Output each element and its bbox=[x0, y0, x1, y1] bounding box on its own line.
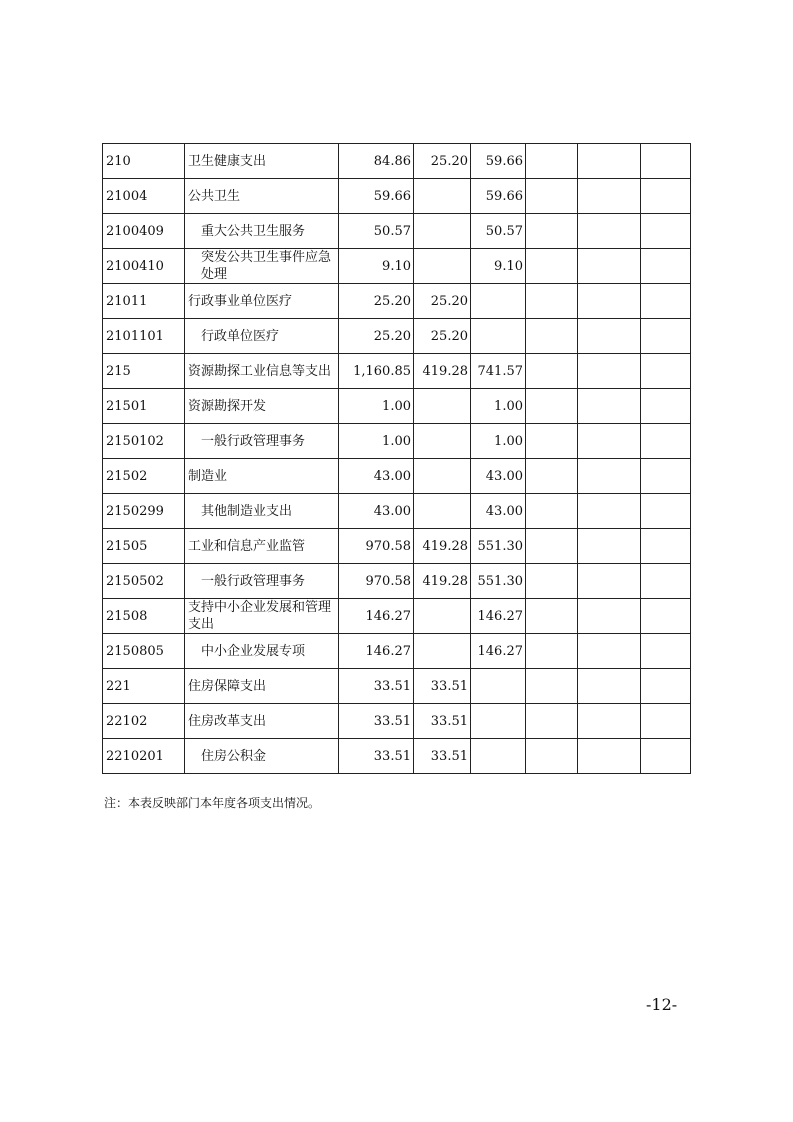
table-row bbox=[103, 284, 691, 319]
cell-basic-expenditure: 25.20 bbox=[414, 319, 471, 354]
cell-project-expenditure bbox=[471, 704, 526, 739]
cell-blank bbox=[526, 284, 578, 319]
cell-project-expenditure: 9.10 bbox=[471, 249, 526, 284]
table-row bbox=[103, 459, 691, 494]
cell-project-expenditure: 146.27 bbox=[471, 634, 526, 669]
cell-total: 970.58 bbox=[339, 564, 414, 599]
cell-function-code: 21011 bbox=[103, 284, 185, 319]
table-row bbox=[103, 669, 691, 704]
cell-blank bbox=[526, 214, 578, 249]
table-row bbox=[103, 564, 691, 599]
cell-blank bbox=[526, 739, 578, 774]
table-row bbox=[103, 424, 691, 459]
cell-basic-expenditure: 419.28 bbox=[414, 529, 471, 564]
cell-function-code: 21508 bbox=[103, 599, 185, 634]
cell-function-code: 2150805 bbox=[103, 634, 185, 669]
cell-blank bbox=[526, 669, 578, 704]
table-row bbox=[103, 354, 691, 389]
cell-basic-expenditure: 33.51 bbox=[414, 669, 471, 704]
cell-function-code: 2100409 bbox=[103, 214, 185, 249]
cell-basic-expenditure: 419.28 bbox=[414, 564, 471, 599]
cell-blank bbox=[641, 634, 691, 669]
cell-function-code: 21004 bbox=[103, 179, 185, 214]
table-row bbox=[103, 634, 691, 669]
page-number: -12- bbox=[646, 995, 678, 1014]
cell-total: 50.57 bbox=[339, 214, 414, 249]
cell-blank bbox=[578, 494, 641, 529]
cell-project-expenditure: 1.00 bbox=[471, 424, 526, 459]
cell-project-expenditure: 50.57 bbox=[471, 214, 526, 249]
cell-basic-expenditure bbox=[414, 179, 471, 214]
cell-blank bbox=[526, 459, 578, 494]
cell-total: 9.10 bbox=[339, 249, 414, 284]
table-row bbox=[103, 179, 691, 214]
cell-total: 43.00 bbox=[339, 494, 414, 529]
cell-function-name: 公共卫生 bbox=[185, 179, 339, 214]
cell-function-code: 21502 bbox=[103, 459, 185, 494]
cell-blank bbox=[641, 354, 691, 389]
cell-function-name: 住房保障支出 bbox=[185, 669, 339, 704]
cell-project-expenditure: 59.66 bbox=[471, 179, 526, 214]
cell-blank bbox=[578, 424, 641, 459]
cell-total: 1.00 bbox=[339, 424, 414, 459]
cell-basic-expenditure: 33.51 bbox=[414, 704, 471, 739]
cell-basic-expenditure bbox=[414, 249, 471, 284]
cell-project-expenditure: 551.30 bbox=[471, 564, 526, 599]
cell-blank bbox=[578, 634, 641, 669]
cell-blank bbox=[641, 179, 691, 214]
cell-basic-expenditure: 25.20 bbox=[414, 284, 471, 319]
cell-blank bbox=[526, 529, 578, 564]
cell-project-expenditure: 59.66 bbox=[471, 144, 526, 179]
cell-total: 25.20 bbox=[339, 284, 414, 319]
cell-basic-expenditure bbox=[414, 494, 471, 529]
cell-blank bbox=[578, 179, 641, 214]
cell-blank bbox=[526, 319, 578, 354]
cell-function-name: 工业和信息产业监管 bbox=[185, 529, 339, 564]
cell-project-expenditure: 43.00 bbox=[471, 459, 526, 494]
cell-project-expenditure: 1.00 bbox=[471, 389, 526, 424]
cell-function-code: 2100410 bbox=[103, 249, 185, 284]
cell-basic-expenditure bbox=[414, 459, 471, 494]
cell-function-name: 重大公共卫生服务 bbox=[185, 214, 339, 249]
table-row bbox=[103, 144, 691, 179]
cell-blank bbox=[641, 739, 691, 774]
cell-blank bbox=[526, 494, 578, 529]
cell-blank bbox=[526, 599, 578, 634]
cell-blank bbox=[641, 494, 691, 529]
cell-function-code: 221 bbox=[103, 669, 185, 704]
table-note: 注：本表反映部门本年度各项支出情况。 bbox=[104, 796, 321, 810]
cell-basic-expenditure bbox=[414, 634, 471, 669]
cell-total: 1.00 bbox=[339, 389, 414, 424]
table-row bbox=[103, 704, 691, 739]
cell-blank bbox=[641, 564, 691, 599]
cell-total: 146.27 bbox=[339, 634, 414, 669]
cell-project-expenditure bbox=[471, 669, 526, 704]
cell-basic-expenditure: 419.28 bbox=[414, 354, 471, 389]
cell-blank bbox=[578, 564, 641, 599]
cell-project-expenditure: 551.30 bbox=[471, 529, 526, 564]
cell-blank bbox=[641, 599, 691, 634]
cell-blank bbox=[641, 319, 691, 354]
table-row bbox=[103, 494, 691, 529]
cell-blank bbox=[526, 564, 578, 599]
cell-total: 970.58 bbox=[339, 529, 414, 564]
cell-blank bbox=[526, 144, 578, 179]
cell-function-code: 215 bbox=[103, 354, 185, 389]
cell-blank bbox=[578, 739, 641, 774]
cell-total: 84.86 bbox=[339, 144, 414, 179]
cell-blank bbox=[526, 179, 578, 214]
table-row bbox=[103, 739, 691, 774]
cell-total: 146.27 bbox=[339, 599, 414, 634]
cell-blank bbox=[578, 529, 641, 564]
cell-blank bbox=[578, 214, 641, 249]
cell-blank bbox=[578, 354, 641, 389]
cell-total: 33.51 bbox=[339, 704, 414, 739]
cell-blank bbox=[526, 249, 578, 284]
cell-function-name: 住房公积金 bbox=[185, 739, 339, 774]
cell-basic-expenditure bbox=[414, 599, 471, 634]
cell-function-name: 资源勘探工业信息等支出 bbox=[185, 354, 339, 389]
cell-blank bbox=[641, 459, 691, 494]
table-row bbox=[103, 214, 691, 249]
cell-total: 43.00 bbox=[339, 459, 414, 494]
cell-basic-expenditure: 25.20 bbox=[414, 144, 471, 179]
cell-blank bbox=[578, 389, 641, 424]
cell-total: 33.51 bbox=[339, 739, 414, 774]
cell-function-code: 210 bbox=[103, 144, 185, 179]
cell-blank bbox=[578, 669, 641, 704]
table-row bbox=[103, 599, 691, 634]
table-row bbox=[103, 319, 691, 354]
cell-blank bbox=[578, 599, 641, 634]
cell-project-expenditure bbox=[471, 739, 526, 774]
cell-blank bbox=[526, 354, 578, 389]
table-row bbox=[103, 389, 691, 424]
cell-function-name: 突发公共卫生事件应急处理 bbox=[185, 249, 339, 284]
cell-basic-expenditure bbox=[414, 389, 471, 424]
cell-function-code: 2150102 bbox=[103, 424, 185, 459]
table-row bbox=[103, 249, 691, 284]
cell-blank bbox=[578, 319, 641, 354]
cell-function-name: 卫生健康支出 bbox=[185, 144, 339, 179]
cell-blank bbox=[526, 389, 578, 424]
cell-function-name: 一般行政管理事务 bbox=[185, 424, 339, 459]
cell-blank bbox=[578, 249, 641, 284]
cell-function-code: 2101101 bbox=[103, 319, 185, 354]
cell-function-code: 2150502 bbox=[103, 564, 185, 599]
cell-total: 25.20 bbox=[339, 319, 414, 354]
cell-function-name: 支持中小企业发展和管理支出 bbox=[185, 599, 339, 634]
cell-basic-expenditure: 33.51 bbox=[414, 739, 471, 774]
cell-project-expenditure bbox=[471, 319, 526, 354]
cell-function-name: 其他制造业支出 bbox=[185, 494, 339, 529]
cell-blank bbox=[526, 424, 578, 459]
cell-blank bbox=[641, 214, 691, 249]
cell-project-expenditure bbox=[471, 284, 526, 319]
cell-function-name: 制造业 bbox=[185, 459, 339, 494]
cell-blank bbox=[578, 704, 641, 739]
cell-blank bbox=[641, 389, 691, 424]
cell-project-expenditure: 146.27 bbox=[471, 599, 526, 634]
cell-total: 59.66 bbox=[339, 179, 414, 214]
cell-total: 1,160.85 bbox=[339, 354, 414, 389]
cell-blank bbox=[641, 144, 691, 179]
cell-function-name: 中小企业发展专项 bbox=[185, 634, 339, 669]
cell-blank bbox=[641, 249, 691, 284]
table-body bbox=[103, 144, 691, 774]
cell-blank bbox=[526, 704, 578, 739]
cell-basic-expenditure bbox=[414, 214, 471, 249]
cell-function-name: 资源勘探开发 bbox=[185, 389, 339, 424]
cell-blank bbox=[578, 284, 641, 319]
cell-blank bbox=[578, 459, 641, 494]
cell-function-name: 行政单位医疗 bbox=[185, 319, 339, 354]
cell-blank bbox=[641, 424, 691, 459]
cell-project-expenditure: 43.00 bbox=[471, 494, 526, 529]
cell-function-code: 21505 bbox=[103, 529, 185, 564]
cell-function-code: 21501 bbox=[103, 389, 185, 424]
cell-function-code: 22102 bbox=[103, 704, 185, 739]
cell-blank bbox=[641, 669, 691, 704]
cell-project-expenditure: 741.57 bbox=[471, 354, 526, 389]
cell-blank bbox=[641, 529, 691, 564]
cell-function-code: 2150299 bbox=[103, 494, 185, 529]
cell-blank bbox=[641, 704, 691, 739]
cell-function-name: 一般行政管理事务 bbox=[185, 564, 339, 599]
cell-blank bbox=[641, 284, 691, 319]
cell-basic-expenditure bbox=[414, 424, 471, 459]
cell-function-code: 2210201 bbox=[103, 739, 185, 774]
cell-function-name: 住房改革支出 bbox=[185, 704, 339, 739]
expenditure-table bbox=[102, 143, 691, 774]
cell-function-name: 行政事业单位医疗 bbox=[185, 284, 339, 319]
table-row bbox=[103, 529, 691, 564]
cell-blank bbox=[526, 634, 578, 669]
cell-total: 33.51 bbox=[339, 669, 414, 704]
cell-blank bbox=[578, 144, 641, 179]
